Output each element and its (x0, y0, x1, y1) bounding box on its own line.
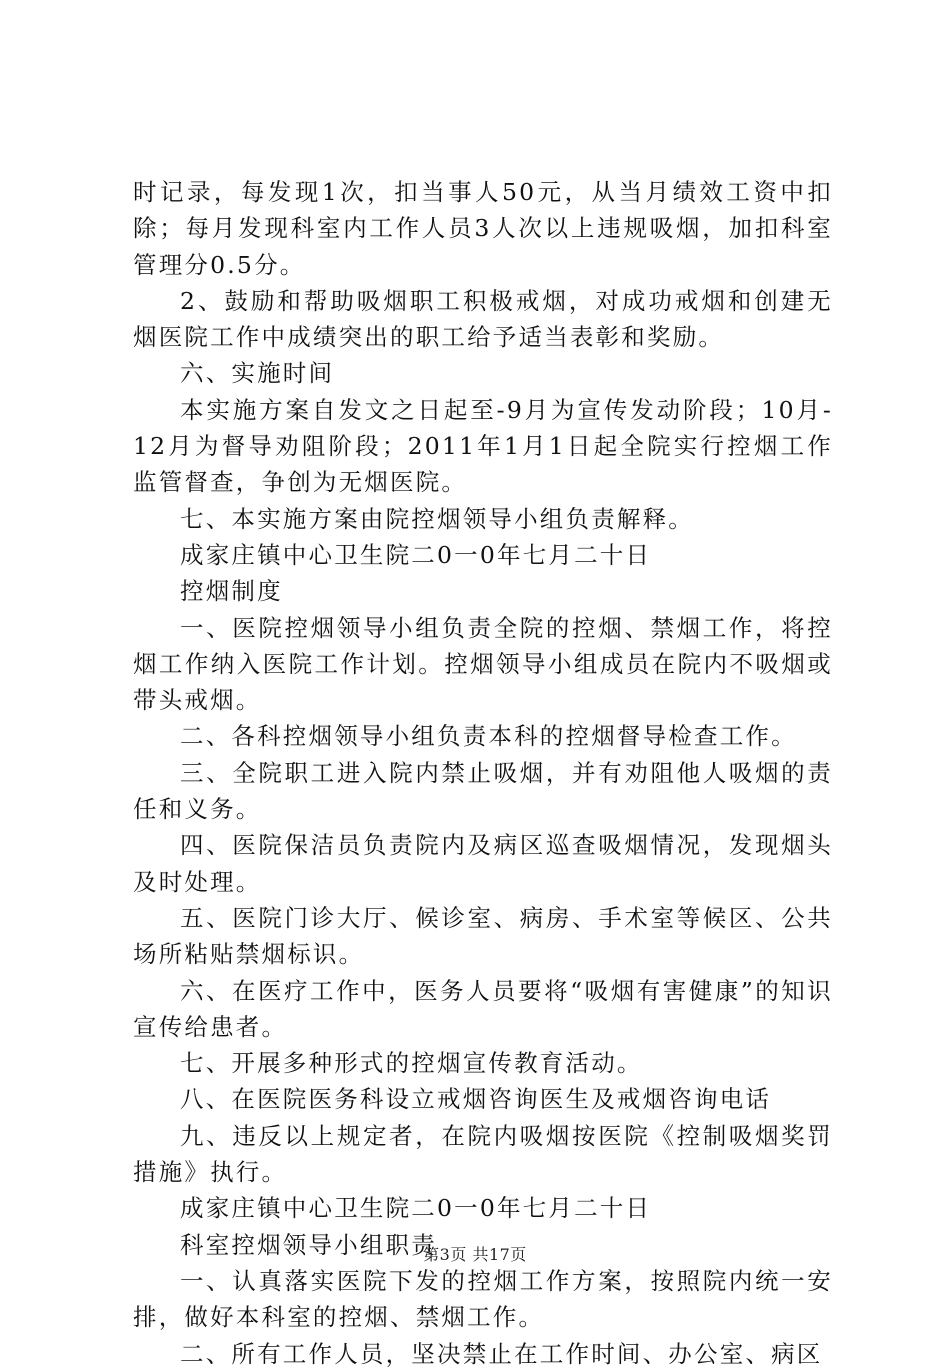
rule-item-6: 六、在医疗工作中，医务人员要将“吸烟有害健康”的知识宣传给患者。 (133, 976, 833, 1041)
rule-item-5: 五、医院门诊大厅、候诊室、病房、手术室等候区、公共场所粘贴禁烟标识。 (133, 903, 833, 969)
rule-item-2: 二、各科控烟领导小组负责本科的控烟督导检查工作。 (180, 722, 797, 751)
heading-implementation-time: 六、实施时间 (180, 359, 335, 388)
signature-date-1: 成家庄镇中心卫生院二0一0年七月二十日 (180, 540, 652, 569)
rule-item-4: 四、医院保洁员负责院内及病区巡查吸烟情况，发现烟头及时处理。 (133, 831, 833, 896)
page-number-footer: 第3页 共17页 (423, 1245, 527, 1264)
paragraph-penalty-continued: 时记录，每发现1次，扣当事人50元，从当月绩效工资中扣除；每月发现科室内工作人员3人次以上违规吸烟，加扣科室管理分0.5分。 (133, 178, 833, 279)
heading-department-duties: 科室控烟领导小组职责 (180, 1230, 437, 1259)
duty-item-2: 二、所有工作人员，坚决禁止在工作时间、办公室、病区 (180, 1339, 823, 1368)
document-body (133, 174, 833, 1372)
rule-item-1: 一、医院控烟领导小组负责全院的控烟、禁烟工作，将控烟工作纳入医院工作计划。控烟领导小组成员在院内不吸烟或带头戒烟。 (133, 613, 833, 715)
rule-item-3: 三、全院职工进入院内禁止吸烟，并有劝阻他人吸烟的责任和义务。 (133, 758, 833, 824)
paragraph-interpretation: 七、本实施方案由院控烟领导小组负责解释。 (180, 504, 694, 533)
duty-item-1: 一、认真落实医院下发的控烟工作方案，按照院内统一安排，做好本科室的控烟、禁烟工作。 (133, 1266, 833, 1332)
rule-item-8: 八、在医院医务科设立戒烟咨询医生及戒烟咨询电话 (180, 1085, 772, 1114)
paragraph-implementation-schedule: 本实施方案自发文之日起至-9月为宣传发动阶段；10月-12月为督导劝阻阶段；2011年1月1日起全院实行控烟工作监管督查，争创为无烟医院。 (133, 395, 833, 497)
signature-date-2: 成家庄镇中心卫生院二0一0年七月二十日 (180, 1194, 652, 1223)
paragraph-encourage-quit: 2、鼓励和帮助吸烟职工积极戒烟，对成功戒烟和创建无烟医院工作中成绩突出的职工给予适当表彰和奖励。 (133, 286, 833, 352)
rule-item-7: 七、开展多种形式的控烟宣传教育活动。 (180, 1049, 643, 1078)
rule-item-9: 九、违反以上规定者，在院内吸烟按医院《控制吸烟奖罚措施》执行。 (133, 1121, 833, 1187)
heading-smoking-control-system: 控烟制度 (180, 577, 283, 606)
